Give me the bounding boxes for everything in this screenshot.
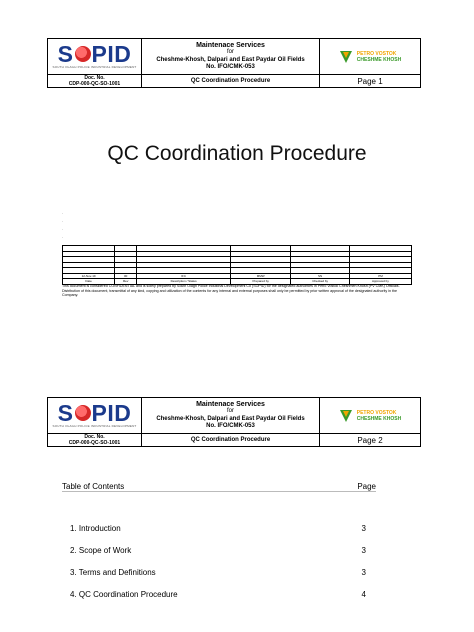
doc-label: Doc. No.: [84, 75, 105, 81]
toc-item-page: 3: [361, 546, 366, 555]
header-subtitle: QC Coordination Procedure: [142, 434, 320, 446]
logo-tagline: SOUTH OLAGH POLICE INDUSTRIAL DEVELOPMENT: [52, 65, 137, 69]
toc-item-page: 3: [361, 524, 366, 533]
header-title-line2: for: [226, 49, 234, 55]
header-title-line3: Cheshme-Khosh, Dalpari and East Paydar Oil Fields: [156, 56, 305, 63]
header-subtitle: QC Coordination Procedure: [142, 75, 320, 87]
revision-table: [62, 245, 412, 285]
toc-page-heading: Page: [357, 482, 376, 491]
rev-approved: PM: [349, 273, 411, 279]
label-date: Date: [63, 279, 115, 285]
label-approved: Approved by: [349, 279, 411, 285]
doc-label: Doc. No.: [84, 434, 105, 440]
toc-heading: Table of Contents: [62, 482, 125, 491]
page-number: Page 1: [357, 76, 383, 86]
label-description: Description / Status: [137, 279, 231, 285]
header-title-line2: for: [226, 408, 234, 414]
header-title-line1: Maintenace Services: [196, 41, 265, 49]
toc-item-page: 3: [361, 568, 366, 577]
partner-line2: CHESHME KHOSH: [356, 56, 402, 63]
partner-line1: PETRO VOSTOK: [356, 50, 397, 57]
label-prepared: Prepared by: [231, 279, 291, 285]
label-checked: Checked by: [291, 279, 350, 285]
toc-item[interactable]: [70, 546, 366, 555]
toc-item-label: 3. Terms and Definitions: [70, 568, 156, 577]
sopid-logo: S PID SOUTH OLAGH POLICE INDUSTRIAL DEVELOPMENT: [48, 398, 142, 434]
rev-date: 12-Nov-19: [63, 273, 115, 279]
toc-item-label: 2. Scope of Work: [70, 546, 132, 555]
toc-item-label: 1. Introduction: [70, 524, 121, 533]
toc-item[interactable]: [70, 590, 366, 599]
sopid-logo: S PID SOUTH OLAGH POLICE INDUSTRIAL DEVELOPMENT: [48, 39, 142, 75]
rev-checked: SN: [291, 273, 350, 279]
header-title-line3: Cheshme-Khosh, Dalpari and East Paydar Oil Fields: [156, 415, 305, 422]
header-title-line4: No. IFO/CMK-053: [206, 64, 255, 70]
page-header-1: [47, 38, 421, 88]
page-number: Page 2: [357, 435, 383, 445]
toc-header: [62, 482, 376, 492]
petro-vostok-icon: [339, 409, 353, 423]
partner-line1: PETRO VOSTOK: [356, 409, 397, 416]
doc-number-cell: [48, 75, 142, 87]
logo-tagline: SOUTH OLAGH POLICE INDUSTRIAL DEVELOPMENT: [52, 424, 137, 428]
header-title-line4: No. IFO/CMK-053: [206, 423, 255, 429]
label-rev: Rev: [115, 279, 137, 285]
toc-item[interactable]: [70, 568, 366, 577]
confidentiality-notice: This document is considered CONFIDENTIAL and is solely prepared by South Olagh Police Industrial Development Co (SOPID) for the designated authorities in Petro Vostok Cheshmeh Khosh (PV CMK) Officials. Distribution of this document, transmittal of any kind, copying and utilization of the contents for any internal and external purposes shall only be permitted by prior written approval of the designated authority in the Company.: [62, 284, 400, 297]
petro-vostok-logo: [320, 398, 420, 434]
petro-vostok-logo: [320, 39, 420, 75]
rev-number: 00: [115, 273, 137, 279]
header-title-line1: Maintenace Services: [196, 400, 265, 408]
doc-number-cell: [48, 434, 142, 446]
toc-item-label: 4. QC Coordination Procedure: [70, 590, 178, 599]
rev-status: IFC: [137, 273, 231, 279]
page-header-2: [47, 397, 421, 447]
doc-number: CDP-000-QC-SO-1001: [68, 81, 121, 87]
toc-item-page: 4: [361, 590, 366, 599]
partner-line2: CHESHME KHOSH: [356, 415, 402, 422]
toc-item[interactable]: [70, 524, 366, 533]
rev-prepared: MMW: [231, 273, 291, 279]
bullet-placeholders: · · · ·: [62, 211, 64, 240]
header-title: [142, 398, 320, 434]
document-title: QC Coordination Procedure: [107, 142, 367, 165]
petro-vostok-icon: [339, 50, 353, 64]
header-title: [142, 39, 320, 75]
doc-number: CDP-000-QC-SO-1001: [68, 440, 121, 446]
